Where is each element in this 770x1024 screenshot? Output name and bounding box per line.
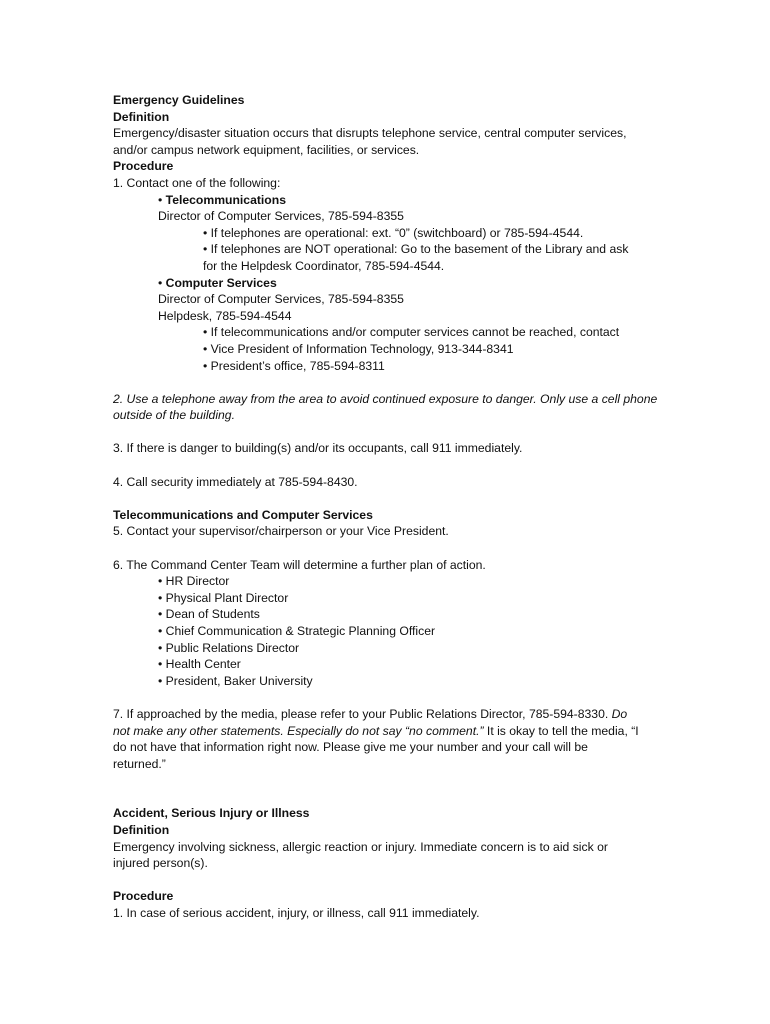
vp-contact: • Vice President of Information Technology, 913-344-8341 (203, 341, 514, 356)
procedure-step-7 (113, 723, 673, 740)
procedure-step-5: 5. Contact your supervisor/chairperson or your Vice President. (113, 524, 449, 539)
accident-definition-text: injured person(s). (113, 856, 208, 871)
spacer (113, 490, 673, 507)
bullet: • (158, 275, 166, 290)
document-page (113, 92, 673, 922)
accident-definition-text: Emergency involving sickness, allergic reaction or injury. Immediate concern is to aid sick or (113, 839, 608, 854)
spacer (113, 540, 673, 557)
team-member-item: • HR Director (158, 574, 230, 589)
telecom-operational-note: • If telephones are operational: ext. “0” (switchboard) or 785-594-4544. (203, 225, 584, 240)
definition-heading: Definition (113, 109, 170, 124)
spacer (113, 457, 673, 474)
spacer (113, 772, 673, 805)
telecom-director-contact: Director of Computer Services, 785-594-8355 (158, 209, 404, 224)
procedure-step-2: 2. Use a telephone away from the area to avoid continued exposure to danger. Only use a cell phone (113, 391, 658, 406)
procedure-step-3: 3. If there is danger to building(s) and/or its occupants, call 911 immediately. (113, 441, 523, 456)
team-member-item: • Chief Communication & Strategic Planning Officer (158, 624, 436, 638)
definition-text-line: and/or campus network equipment, facilities, or services. (113, 142, 420, 157)
telecom-not-operational-note: • If telephones are NOT operational: Go to the basement of the Library and ask (203, 242, 629, 257)
spacer (113, 689, 673, 706)
step-7-text: It is okay to tell the media, “I (483, 723, 639, 738)
cannot-reach-note: • If telecommunications and/or computer services cannot be reached, contact (203, 325, 620, 340)
computer-services-heading: Computer Services (165, 275, 277, 290)
procedure-step-7 (113, 706, 673, 723)
definition-text-line: Emergency/disaster situation occurs that disrupts telephone service, central computer services, (113, 126, 627, 141)
team-member-item: • Health Center (158, 657, 241, 672)
team-member-item: • President, Baker University (158, 673, 313, 688)
team-member-item: • Physical Plant Director (158, 590, 289, 605)
accident-procedure-step-1: 1. In case of serious accident, injury, or illness, call 911 immediately. (113, 905, 480, 920)
spacer (113, 374, 673, 391)
telecommunications-item (113, 192, 673, 209)
team-member-item: • Public Relations Director (158, 640, 300, 655)
accident-procedure-heading: Procedure (113, 889, 174, 904)
procedure-step-2: outside of the building. (113, 408, 235, 423)
telecom-computer-heading: Telecommunications and Computer Services (113, 507, 373, 522)
procedure-step-4: 4. Call security immediately at 785-594-8430. (113, 474, 358, 489)
procedure-step-7: do not have that information right now. Please give me your number and your call will be (113, 740, 588, 755)
accident-definition-heading: Definition (113, 822, 170, 837)
president-office-contact: • President’s office, 785-594-8311 (203, 358, 385, 373)
step-7-text: 7. If approached by the media, please refer to your Public Relations Director, 785-594-8330. (113, 706, 612, 721)
telecom-not-operational-note: for the Helpdesk Coordinator, 785-594-4544. (203, 258, 445, 273)
spacer (113, 872, 673, 889)
computer-director-contact: Director of Computer Services, 785-594-8355 (158, 292, 404, 307)
procedure-step-6: 6. The Command Center Team will determine a further plan of action. (113, 557, 486, 572)
section-title: Emergency Guidelines (113, 93, 245, 107)
procedure-step-1: 1. Contact one of the following: (113, 175, 281, 190)
accident-heading: Accident, Serious Injury or Illness (113, 806, 310, 821)
procedure-step-7: returned.” (113, 756, 166, 771)
telecommunications-heading: Telecommunications (165, 192, 286, 207)
step-7-italic-text: not make any other statements. Especially do not say “no comment.” (113, 723, 484, 738)
team-member-item: • Dean of Students (158, 607, 260, 622)
helpdesk-contact: Helpdesk, 785-594-4544 (158, 308, 292, 323)
bullet: • (158, 192, 166, 207)
computer-services-item (113, 275, 673, 292)
procedure-heading: Procedure (113, 159, 174, 174)
spacer (113, 424, 673, 441)
step-7-italic-text: Do (611, 706, 628, 721)
